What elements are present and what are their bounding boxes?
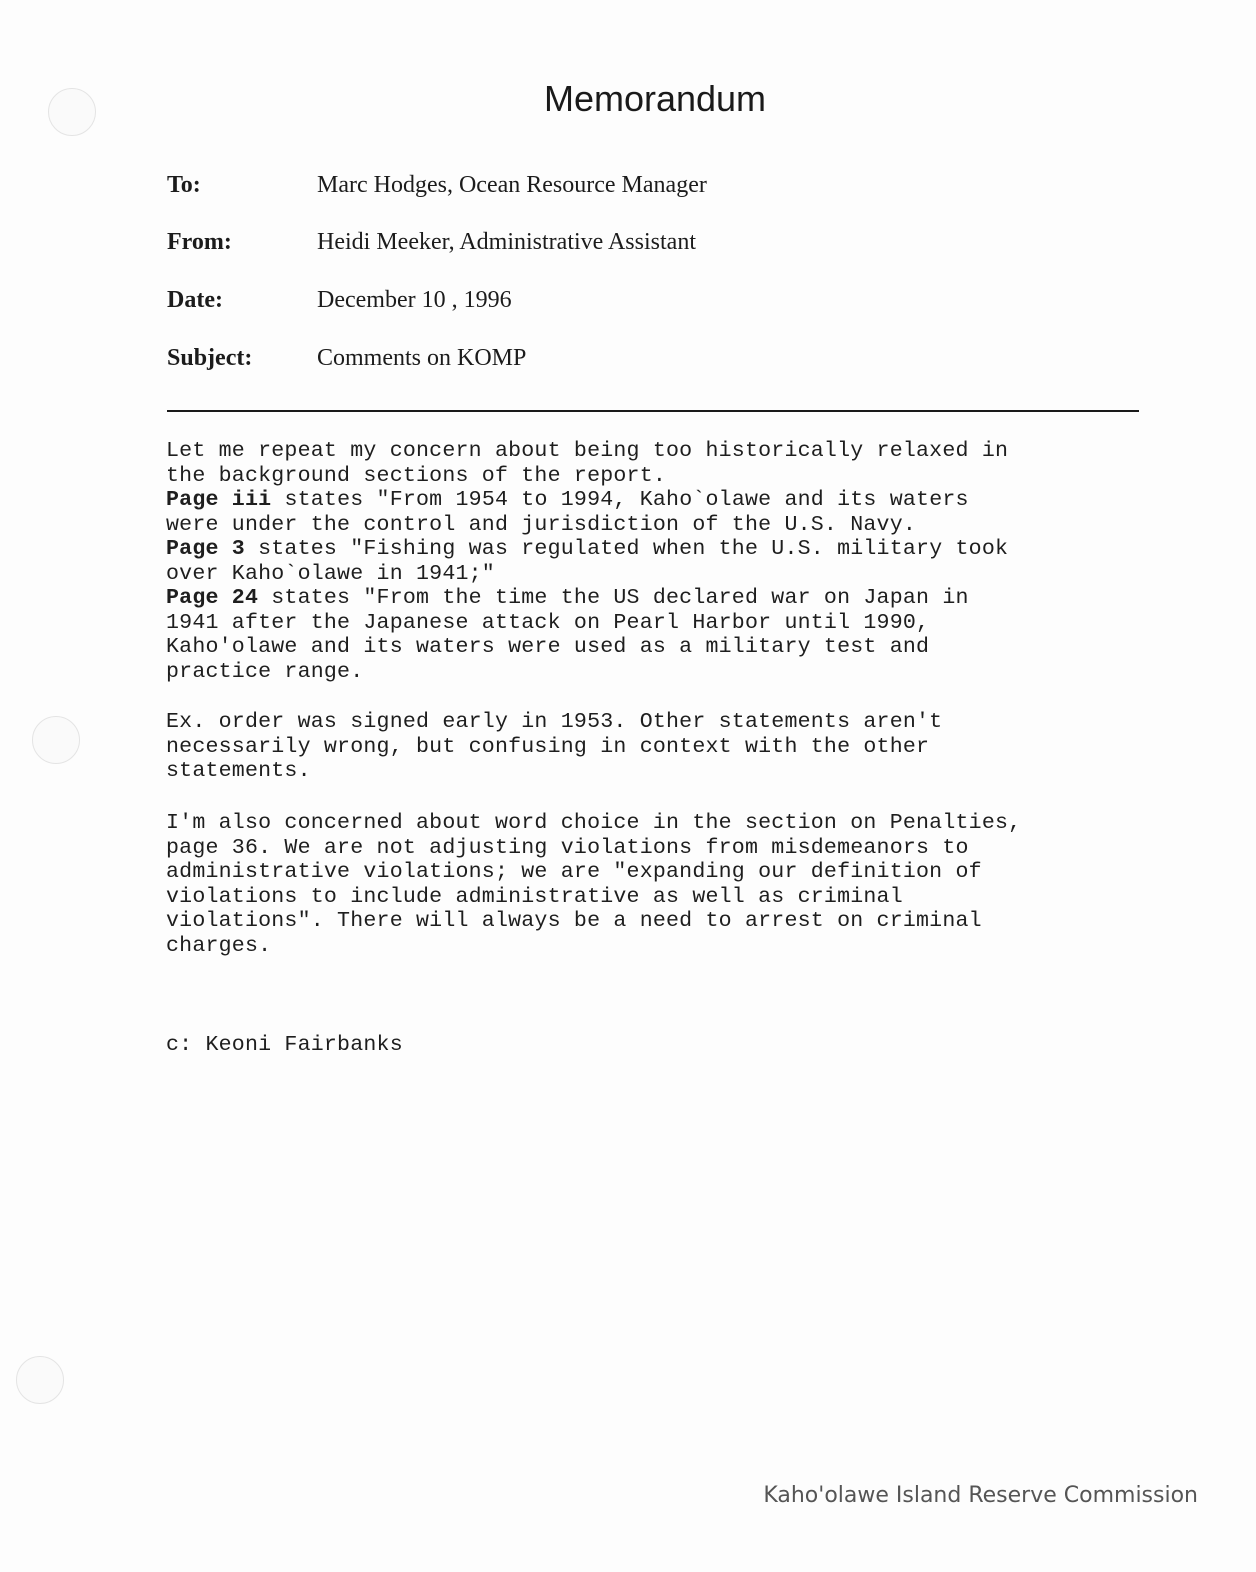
subject-value: Comments on KOMP (317, 345, 527, 371)
to-label: To: (167, 172, 201, 198)
from-label: From: (167, 229, 232, 255)
text-line: were under the control and jurisdiction of the U.S. Navy. (166, 512, 917, 537)
text-line: violations". There will always be a need to arrest on criminal (166, 909, 982, 933)
text-line: page 36. We are not adjusting violations from misdemeanors to (166, 835, 969, 860)
text-line: Let me repeat my concern about being too historically relaxed in (166, 439, 1009, 463)
text-line: practice range. (166, 659, 364, 684)
cc-text: c: Keoni Fairbanks (166, 1033, 403, 1057)
text-line (166, 488, 1008, 513)
text-line: 1941 after the Japanese attack on Pearl Harbor until 1990, (166, 610, 930, 635)
memo-title: Memorandum (543, 78, 767, 119)
text-line: violations to include administrative as well as criminal (166, 884, 903, 909)
text-line: I'm also concerned about word choice in the section on Penalties, (166, 811, 1022, 835)
punch-hole-bottom (16, 1356, 64, 1404)
text-line: Ex. order was signed early in 1953. Other statements aren't (166, 710, 943, 734)
paragraph-history (166, 439, 1008, 684)
text-line: the background sections of the report. (166, 463, 667, 488)
subject-label: Subject: (167, 345, 253, 371)
date-label: Date: (167, 287, 223, 313)
to-value: Marc Hodges, Ocean Resource Manager (317, 172, 707, 198)
text-span: states "From 1954 to 1994, Kaho`olawe and its waters (271, 488, 969, 512)
text-line (166, 586, 1008, 611)
header-divider (167, 410, 1139, 412)
page-ref: Page 3 (166, 537, 245, 561)
cc-line (166, 1033, 403, 1058)
text-line: over Kaho`olawe in 1941;" (166, 561, 495, 586)
text-line: charges. (166, 933, 272, 958)
from-value: Heidi Meeker, Administrative Assistant (317, 229, 696, 255)
date-value: December 10 , 1996 (317, 287, 512, 313)
footer-attribution: Kaho'olawe Island Reserve Commission (763, 1483, 1198, 1508)
text-span: states "Fishing was regulated when the U.S. military took (244, 537, 1009, 561)
text-line: administrative violations; we are "expanding our definition of (166, 860, 982, 884)
text-line (166, 537, 1008, 562)
text-line: statements. (166, 759, 311, 783)
page-ref: Page 24 (166, 586, 259, 610)
text-line: necessarily wrong, but confusing in context with the other (166, 734, 930, 759)
paragraph-penalties (166, 811, 1021, 958)
text-span: states "From the time the US declared war on Japan in (258, 586, 969, 610)
text-line: Kaho'olawe and its waters were used as a military test and (166, 635, 930, 659)
paragraph-executive-order (166, 710, 942, 784)
punch-hole-middle (32, 716, 80, 764)
page-ref: Page iii (166, 488, 272, 512)
